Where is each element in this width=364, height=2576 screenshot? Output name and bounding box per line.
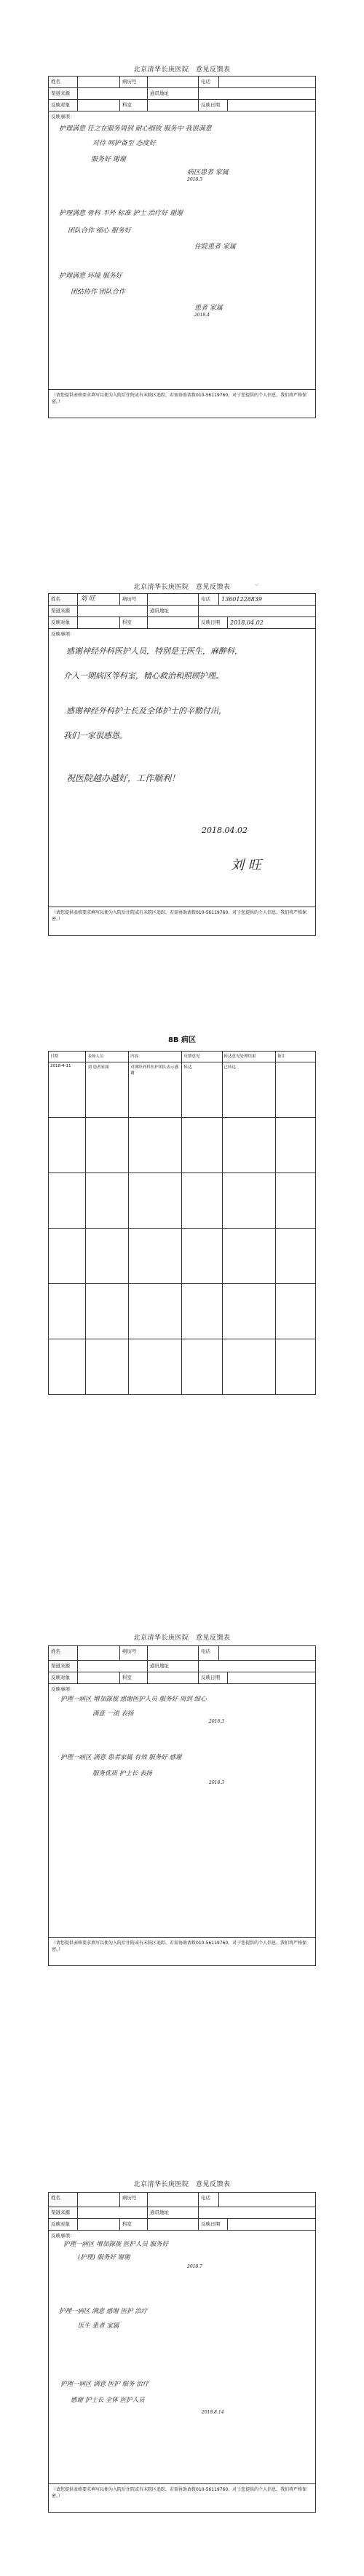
table-cell: 转达 — [182, 1062, 222, 1118]
handwritten-date: 2018.04.02 — [202, 826, 248, 835]
date-label: 反映日期 — [199, 2219, 228, 2230]
name-label: 姓名 — [49, 1646, 78, 1660]
handwritten-date: 2018.3 — [209, 1780, 224, 1785]
form-row-source — [49, 1661, 315, 1672]
target-label: 反映对象 — [49, 100, 78, 111]
phone-value — [219, 1646, 315, 1660]
handwritten-line: 护理一病区 满意 患者家属 有效 服务好 感谢 — [60, 1754, 182, 1761]
dept-label: 科室 — [120, 617, 148, 628]
form-row-source — [49, 606, 315, 617]
ward-no-label: 病历号 — [120, 1646, 148, 1660]
table-row — [49, 1118, 316, 1173]
handwritten-date: 2018.3 — [209, 1719, 224, 1724]
table-row — [49, 1173, 316, 1229]
source-value — [78, 606, 148, 616]
source-value — [78, 88, 148, 99]
dept-value — [148, 100, 199, 111]
handwritten-line: 护理一病区 满意 感谢 医护 治疗 — [59, 2308, 148, 2315]
phone-label: 电话 — [199, 594, 219, 605]
address-value — [199, 88, 315, 99]
handwritten-line: 护理满意 环境 服务好 — [59, 273, 122, 280]
form-row-source — [49, 2207, 315, 2219]
handwritten-line: 团队合作 细心 服务好 — [68, 227, 131, 235]
form-row-identity — [49, 77, 315, 88]
address-label: 通讯地址 — [148, 606, 199, 616]
target-value — [78, 617, 120, 628]
matter-label: 反映事项： — [51, 114, 75, 120]
form-title: 北京清华长庚医院 意见反馈表 — [133, 584, 231, 591]
phone-value — [219, 77, 315, 87]
table-cell: 对神经外科医护团队表示感谢 — [129, 1062, 182, 1118]
handwritten-line: 我们一家很感恩。 — [63, 731, 127, 740]
target-value — [78, 1672, 120, 1683]
handwritten-line: 病区患者 家属 — [187, 169, 229, 176]
form-row-target — [49, 2219, 315, 2231]
ward-no-value — [148, 1646, 199, 1660]
handwritten-date: 2018.4 — [194, 313, 210, 318]
handwritten-line: 感谢神经外科医护人员，特别是王医生，麻醉科， — [66, 646, 242, 656]
name-label: 姓名 — [49, 2193, 78, 2207]
feedback-form — [48, 76, 316, 418]
handwritten-line: 服务好 谢谢 — [91, 156, 126, 163]
matter-label: 反映事项： — [51, 2233, 75, 2239]
handwritten-line: 服务优质 护士长 表扬 — [92, 1770, 152, 1777]
dept-label: 科室 — [120, 2219, 148, 2230]
form-row-target — [49, 617, 315, 629]
table-cell — [275, 1062, 315, 1118]
date-value — [228, 1672, 315, 1683]
form-row-identity — [49, 1646, 315, 1661]
name-label: 姓名 — [49, 77, 78, 87]
handwritten-line: 护理一病区 满意 医护 服务 治疗 — [60, 2381, 149, 2388]
table-row — [49, 1229, 316, 1284]
source-label: 渠道来源 — [49, 2207, 78, 2218]
dept-label: 科室 — [120, 100, 148, 111]
handwritten-line: 医生 患者 家属 — [78, 2322, 119, 2330]
handwritten-line: 护理一病区 增加探视 感谢医护人员 服务好 周到 细心 — [60, 1696, 207, 1703]
form-title: 北京清华长庚医院 意见反馈表 — [133, 1635, 231, 1642]
ward-no-value — [148, 2193, 199, 2207]
handwritten-date: 2018.7 — [187, 2264, 202, 2269]
target-value — [78, 100, 120, 111]
ward-title: 8B 病区 — [167, 1036, 197, 1044]
name-value — [78, 1646, 120, 1660]
phone-label: 电话 — [199, 1646, 219, 1660]
handwritten-line: 患者 家属 — [194, 305, 223, 312]
feedback-area — [49, 2231, 315, 2484]
table-cell: 已转达 — [222, 1062, 275, 1118]
matter-label: 反映事项： — [51, 1686, 75, 1692]
privacy-note: （请您提供表格要求填写以便为入院后住院或有未院区追踪，若需协助请拨010-56119760。对于您提供的个人信息，我们将严格保密。） — [52, 1941, 307, 1952]
column-header: 表扬人员 — [86, 1052, 129, 1062]
handwritten-line: 对待 呵护备至 态度好 — [92, 140, 156, 147]
name-value: 刘 旺 — [78, 594, 120, 605]
handwritten-line: 护理满意 骨科 平外 标准 护士 治疗好 谢谢 — [59, 210, 183, 217]
handwritten-line: 团结协作 团队合作 — [71, 289, 125, 296]
column-header: 备注 — [275, 1052, 315, 1062]
handwritten-date: 2018.3 — [187, 177, 202, 182]
handwritten-line: 护理满意 任之在服务周到 耐心细致 服务中 我很满意 — [59, 125, 212, 133]
table-cell: 刘 患者家属 — [86, 1062, 129, 1118]
target-label: 反映对象 — [49, 1672, 78, 1683]
handwritten-signature: 刘 旺 — [231, 858, 261, 873]
target-value — [78, 2219, 120, 2230]
matter-label: 反映事项： — [51, 631, 75, 637]
date-label: 反映日期 — [199, 100, 228, 111]
table-header-row — [49, 1052, 316, 1062]
privacy-note: （请您提供表格要求填写以便为入院后住院或有未院区追踪，若需协助请拨010-56119760。对于您提供的个人信息，我们将严格保密。） — [52, 910, 307, 922]
date-label: 反映日期 — [199, 1672, 228, 1683]
dept-value — [148, 1672, 199, 1683]
source-label: 渠道来源 — [49, 606, 78, 616]
chevron-down-icon: ⌵ — [255, 582, 259, 587]
address-label: 通讯地址 — [148, 1661, 199, 1672]
target-label: 反映对象 — [49, 2219, 78, 2230]
ward-no-label: 病历号 — [120, 77, 148, 87]
address-label: 通讯地址 — [148, 88, 199, 99]
feedback-area — [49, 111, 315, 390]
form-row-source — [49, 88, 315, 100]
feedback-form — [48, 593, 316, 936]
column-header: 日期 — [49, 1052, 86, 1062]
table-row — [49, 1062, 316, 1118]
phone-value: 13601228839 — [221, 596, 262, 603]
source-label: 渠道来源 — [49, 88, 78, 99]
handwritten-line: 感谢神经外科护士长及全体护士的辛勤付出， — [66, 706, 226, 716]
table-cell: 2018-4-11 — [49, 1062, 86, 1118]
handwritten-line: 满意 一流 表扬 — [92, 1710, 134, 1718]
form-row-target — [49, 1672, 315, 1684]
privacy-note: （请您提供表格要求填写以便为入院后住院或有未院区追踪，若需协助请拨010-56119760。对于您提供的个人信息，我们将严格保密。） — [52, 2487, 307, 2499]
dept-label: 科室 — [120, 1672, 148, 1683]
column-header: 转达意见处理结果 — [222, 1052, 275, 1062]
ward-no-value — [148, 594, 199, 605]
column-header: 内容 — [129, 1052, 182, 1062]
form-row-target — [49, 100, 315, 111]
date-label: 反映日期 — [199, 617, 228, 628]
target-label: 反映对象 — [49, 617, 78, 628]
phone-label: 电话 — [199, 2193, 219, 2207]
feedback-area — [49, 1684, 315, 1938]
ward-no-value — [148, 77, 199, 87]
form-row-identity — [49, 2193, 315, 2207]
form-title: 北京清华长庚医院 意见反馈表 — [133, 2181, 231, 2188]
handwritten-line: 护理一病区 增加探视 医护人员 服务好 — [63, 2241, 169, 2248]
feedback-form — [48, 2192, 316, 2513]
handwritten-line: 感谢 护士长 全体 医护人员 — [71, 2397, 145, 2404]
privacy-note: （请您提供表格要求填写以便为入院后住院或有未院区追踪，若需协助请拨010-56119760。对于您提供的个人信息，我们将严格保密。） — [52, 393, 307, 404]
date-value — [228, 2219, 315, 2230]
name-label: 姓名 — [49, 594, 78, 605]
form-row-identity — [49, 594, 315, 606]
name-value — [78, 2193, 120, 2207]
feedback-form — [48, 1645, 316, 1966]
ward-no-label: 病历号 — [120, 2193, 148, 2207]
handwritten-date: 2018.8.14 — [202, 2410, 224, 2415]
phone-label: 电话 — [199, 77, 219, 87]
handwritten-line: (护理) 服务好 谢谢 — [78, 2254, 130, 2261]
ward-no-label: 病历号 — [120, 594, 148, 605]
address-label: 通讯地址 — [148, 2207, 199, 2218]
date-value — [228, 100, 315, 111]
handwritten-line: 介入一期病区等科室，精心救治和照顾护理。 — [63, 671, 223, 681]
dept-value — [148, 2219, 199, 2230]
table-row — [49, 1284, 316, 1339]
ward-table — [48, 1051, 316, 1395]
table-row — [49, 1339, 316, 1395]
feedback-area — [49, 629, 315, 907]
handwritten-line: 住院患者 家属 — [194, 243, 236, 251]
phone-value — [219, 2193, 315, 2207]
source-label: 渠道来源 — [49, 1661, 78, 1672]
form-title: 北京清华长庚医院 意见反馈表 — [133, 66, 231, 74]
source-value — [78, 2207, 148, 2218]
source-value — [78, 1661, 148, 1672]
address-value — [199, 606, 315, 616]
name-value — [78, 77, 120, 87]
address-value — [199, 1661, 315, 1672]
date-value: 2018.04.02 — [230, 619, 264, 626]
handwritten-line: 祝医院越办越好，工作顺利！ — [66, 773, 181, 783]
column-header: 反馈意见 — [182, 1052, 222, 1062]
address-value — [199, 2207, 315, 2218]
dept-value — [148, 617, 199, 628]
